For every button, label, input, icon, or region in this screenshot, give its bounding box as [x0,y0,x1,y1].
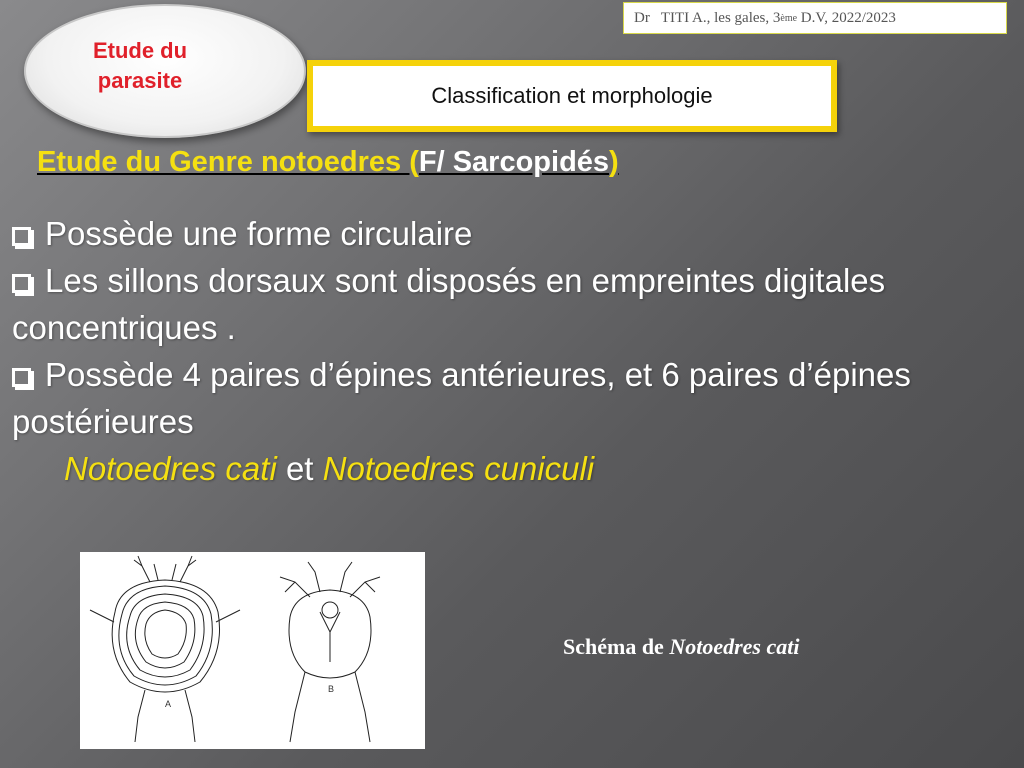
section-title: Classification et morphologie [431,83,713,108]
bullet-list [12,210,1002,492]
specimen-b-label: B [328,684,335,694]
mite-illustration [80,552,425,749]
header-text-suffix: D.V, 2022/2023 [797,9,896,26]
checkbox-bullet-icon [12,368,31,387]
header-citation [623,2,1007,34]
species-line [12,445,1002,492]
checkbox-bullet-icon [12,227,31,246]
section-title-box [307,60,837,132]
caption-prefix: Schéma de [563,634,670,659]
species-conjunction: et [276,450,323,487]
topic-badge-label: Etude du parasite [92,38,188,93]
specimen-b-outline [289,590,371,678]
mite-diagram [80,552,425,749]
specimen-a-outline [112,580,219,692]
checkbox-bullet-icon [12,274,31,293]
specimen-a-label: A [165,699,172,709]
header-text-prefix: Dr TITI A., les gales, 3 [634,9,781,26]
subtitle-part1: Etude du Genre notoedres ( [37,146,419,178]
species-name-1: Notoedres cati [64,450,277,487]
bullet-item [12,351,1002,445]
bullet-item [12,257,1002,351]
figure-caption [563,634,799,660]
slide-subtitle [37,146,619,179]
bullet-item [12,210,1002,257]
species-name-2: Notoedres cuniculi [322,450,595,487]
bullet-text: Les sillons dorsaux sont disposés en empreintes digitales concentriques . [12,262,886,346]
bullet-text: Possède une forme circulaire [45,215,473,252]
topic-badge [24,4,306,138]
header-text-sup: ème [780,12,798,24]
caption-species: Notoedres cati [669,634,800,659]
subtitle-part2: F/ Sarcopidés [418,146,610,178]
subtitle-part3: ) [609,146,619,178]
bullet-text: Possède 4 paires d’épines antérieures, et 6 paires d’épines postérieures [12,356,911,440]
